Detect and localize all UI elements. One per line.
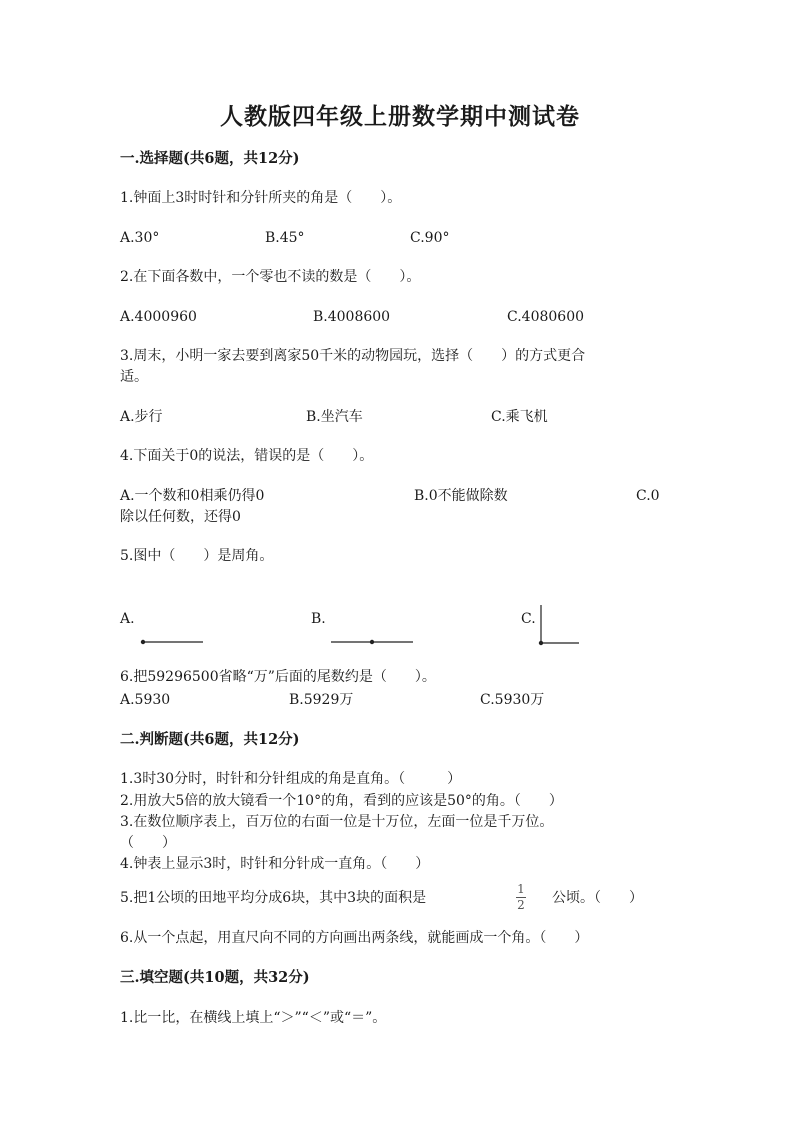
question-4-stem: 4.下面关于0的说法，错误的是（ ）。 xyxy=(120,448,374,464)
question-3-option-a: A.步行 xyxy=(120,409,163,425)
question-6-stem: 6.把59296500省略“万”后面的尾数约是（ ）。 xyxy=(120,669,436,685)
question-1-option-a: A.30° xyxy=(120,230,160,246)
section-heading-fill-blank: 三.填空题(共10题，共32分) xyxy=(120,969,310,986)
page-title: 人教版四年级上册数学期中测试卷 xyxy=(220,103,580,130)
fill-blank-item-1: 1.比一比，在横线上填上“＞”“＜”或“＝”。 xyxy=(120,1010,387,1026)
question-4-option-c-continued: 除以任何数，还得0 xyxy=(120,509,241,525)
question-3-stem-line1: 3.周末，小明一家去要到离家50千米的动物园玩，选择（ ）的方式更合 xyxy=(120,348,586,364)
question-4-option-a: A.一个数和0相乘仍得0 xyxy=(120,488,265,504)
true-false-item-4: 4.钟表上显示3时，时针和分针成一直角。（ ） xyxy=(120,856,430,872)
fraction-denominator: 2 xyxy=(517,898,525,912)
fraction-numerator: 1 xyxy=(517,882,525,896)
question-5-option-a: A. xyxy=(120,611,135,627)
true-false-item-5: 5.把1公顷的田地平均分成6块，其中3块的面积是 xyxy=(120,890,427,906)
question-3-option-c: C.乘飞机 xyxy=(491,409,548,425)
angle-figure-c xyxy=(539,605,579,645)
question-2-option-b: B.4008600 xyxy=(313,309,391,325)
question-4-option-b: B.0不能做除数 xyxy=(414,488,508,504)
true-false-item-3-bracket: （ ） xyxy=(120,835,176,851)
question-6-option-c: C.5930万 xyxy=(480,692,545,708)
angle-figure-a xyxy=(141,640,203,644)
question-6-option-b: B.5929万 xyxy=(289,692,354,708)
true-false-item-5-tail: 公顷。（ ） xyxy=(552,890,643,906)
true-false-item-3: 3.在数位顺序表上，百万位的右面一位是十万位，左面一位是千万位。 xyxy=(120,814,554,830)
question-3-option-b: B.坐汽车 xyxy=(306,409,363,425)
question-2-option-a: A.4000960 xyxy=(120,309,197,325)
true-false-item-2: 2.用放大5倍的放大镜看一个10°的角，看到的应该是50°的角。（ ） xyxy=(120,793,563,809)
true-false-item-6: 6.从一个点起，用直尺向不同的方向画出两条线，就能画成一个角。（ ） xyxy=(120,930,589,946)
question-1-option-b: B.45° xyxy=(265,230,305,246)
question-2-option-c: C.4080600 xyxy=(507,309,585,325)
section-heading-true-false: 二.判断题(共6题，共12分) xyxy=(120,731,300,748)
question-1-stem: 1.钟面上3时时针和分针所夹的角是（ ）。 xyxy=(120,190,402,206)
question-4-option-c: C.0 xyxy=(636,488,660,504)
true-false-item-1: 1.3时30分时，时针和分针组成的角是直角。（ ） xyxy=(120,771,462,787)
angle-figure-b xyxy=(331,640,413,644)
question-5-option-c: C. xyxy=(521,611,536,627)
question-1-option-c: C.90° xyxy=(410,230,450,246)
question-3-stem-line2: 适。 xyxy=(120,369,148,385)
fraction-one-half xyxy=(512,883,530,912)
question-5-option-b: B. xyxy=(311,611,326,627)
question-2-stem: 2.在下面各数中，一个零也不读的数是（ ）。 xyxy=(120,269,421,285)
question-6-option-a: A.5930 xyxy=(120,692,171,708)
section-heading-choice: 一.选择题(共6题，共12分) xyxy=(120,150,300,167)
question-5-stem: 5.图中（ ）是周角。 xyxy=(120,548,274,564)
